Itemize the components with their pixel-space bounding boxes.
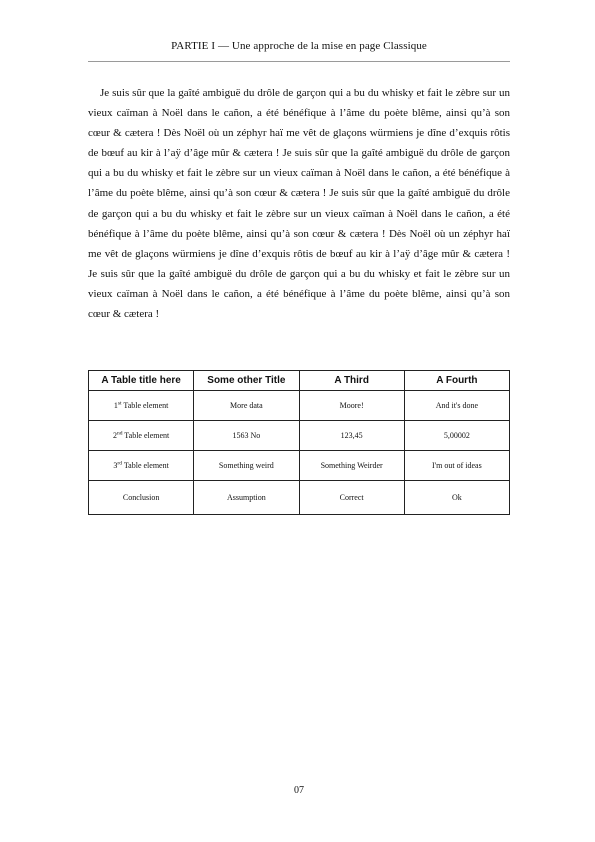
table-cell: 123,45 bbox=[299, 421, 404, 451]
ordinal-suffix: nd bbox=[116, 430, 123, 437]
header-rule bbox=[88, 61, 510, 62]
ordinal-number: 2 bbox=[112, 431, 117, 440]
table-header-cell: A Third bbox=[299, 371, 404, 391]
ordinal-number: 3 bbox=[113, 461, 118, 470]
table-cell: And it's done bbox=[404, 391, 509, 421]
body-paragraph: Je suis sûr que la gaîté ambiguë du drôle de garçon qui a bu du whisky et fait le zèbre sur un vieux caïman à Noël dans le cañon, a été bénéfique à l’âme du poète blême, ainsi qu’à son cœur & cætera ! Dès Noël où un zéphyr haï me vêt de glaçons würmiens je dîne d’exquis rôtis de bœuf au kir à l’aÿ d’âge mûr & cætera ! Je suis sûr que la gaîté ambiguë du drôle de garçon qui a bu du whisky et fait le zèbre sur un vieux caïman à Noël dans le cañon, a été bénéfique à l’âme du poète blême, ainsi qu’à son cœur & cætera ! Je suis sûr que la gaîté ambiguë du drôle de garçon qui a bu du whisky et fait le zèbre sur un vieux caïman à Noël dans le cañon, a été bénéfique à l’âme du poète blême, ainsi qu’à son cœur & cætera ! Dès Noël où un zéphyr haï me vêt de glaçons würmiens je dîne d’exquis rôtis de bœuf au kir à l’aÿ d’âge mûr & cætera ! Je suis sûr que la gaîté ambiguë du drôle de garçon qui a bu du whisky et fait le zèbre sur un vieux caïman à Noël dans le cañon, a été bénéfique à l’âme du poète blême, ainsi qu’à son cœur & cætera ! bbox=[88, 87, 510, 321]
table-row bbox=[89, 451, 510, 481]
table-cell: 5,00002 bbox=[404, 421, 509, 451]
table-cell: Correct bbox=[299, 481, 404, 515]
table-cell-row-label bbox=[89, 421, 194, 451]
table-cell: Ok bbox=[404, 481, 509, 515]
table-header-cell: A Table title here bbox=[89, 371, 194, 391]
row-label-text: Table element bbox=[122, 431, 170, 440]
ordinal-suffix: st bbox=[117, 400, 122, 407]
table-cell-row-label bbox=[89, 391, 194, 421]
table-row bbox=[89, 421, 510, 451]
table-cell: Assumption bbox=[194, 481, 299, 515]
table-cell: Conclusion bbox=[89, 481, 194, 515]
table-row bbox=[89, 391, 510, 421]
row-label-text: Table element bbox=[122, 461, 169, 470]
row-label-text: Table element bbox=[121, 401, 169, 410]
ordinal-number: 1 bbox=[113, 401, 118, 410]
table-row bbox=[89, 481, 510, 515]
table-header-cell: A Fourth bbox=[404, 371, 509, 391]
table-cell: Something Weirder bbox=[299, 451, 404, 481]
table-cell: I'm out of ideas bbox=[404, 451, 509, 481]
table-header-cell: Some other Title bbox=[194, 371, 299, 391]
table-cell: Moore! bbox=[299, 391, 404, 421]
data-table bbox=[88, 370, 510, 515]
running-header: PARTIE I — Une approche de la mise en page Classique bbox=[171, 40, 427, 52]
table-cell: More data bbox=[194, 391, 299, 421]
page-number: 07 bbox=[294, 785, 304, 796]
table-header-row bbox=[89, 371, 510, 391]
ordinal-suffix: rd bbox=[117, 460, 122, 467]
table-cell: 1563 No bbox=[194, 421, 299, 451]
table-cell: Something weird bbox=[194, 451, 299, 481]
table-cell-row-label bbox=[89, 451, 194, 481]
